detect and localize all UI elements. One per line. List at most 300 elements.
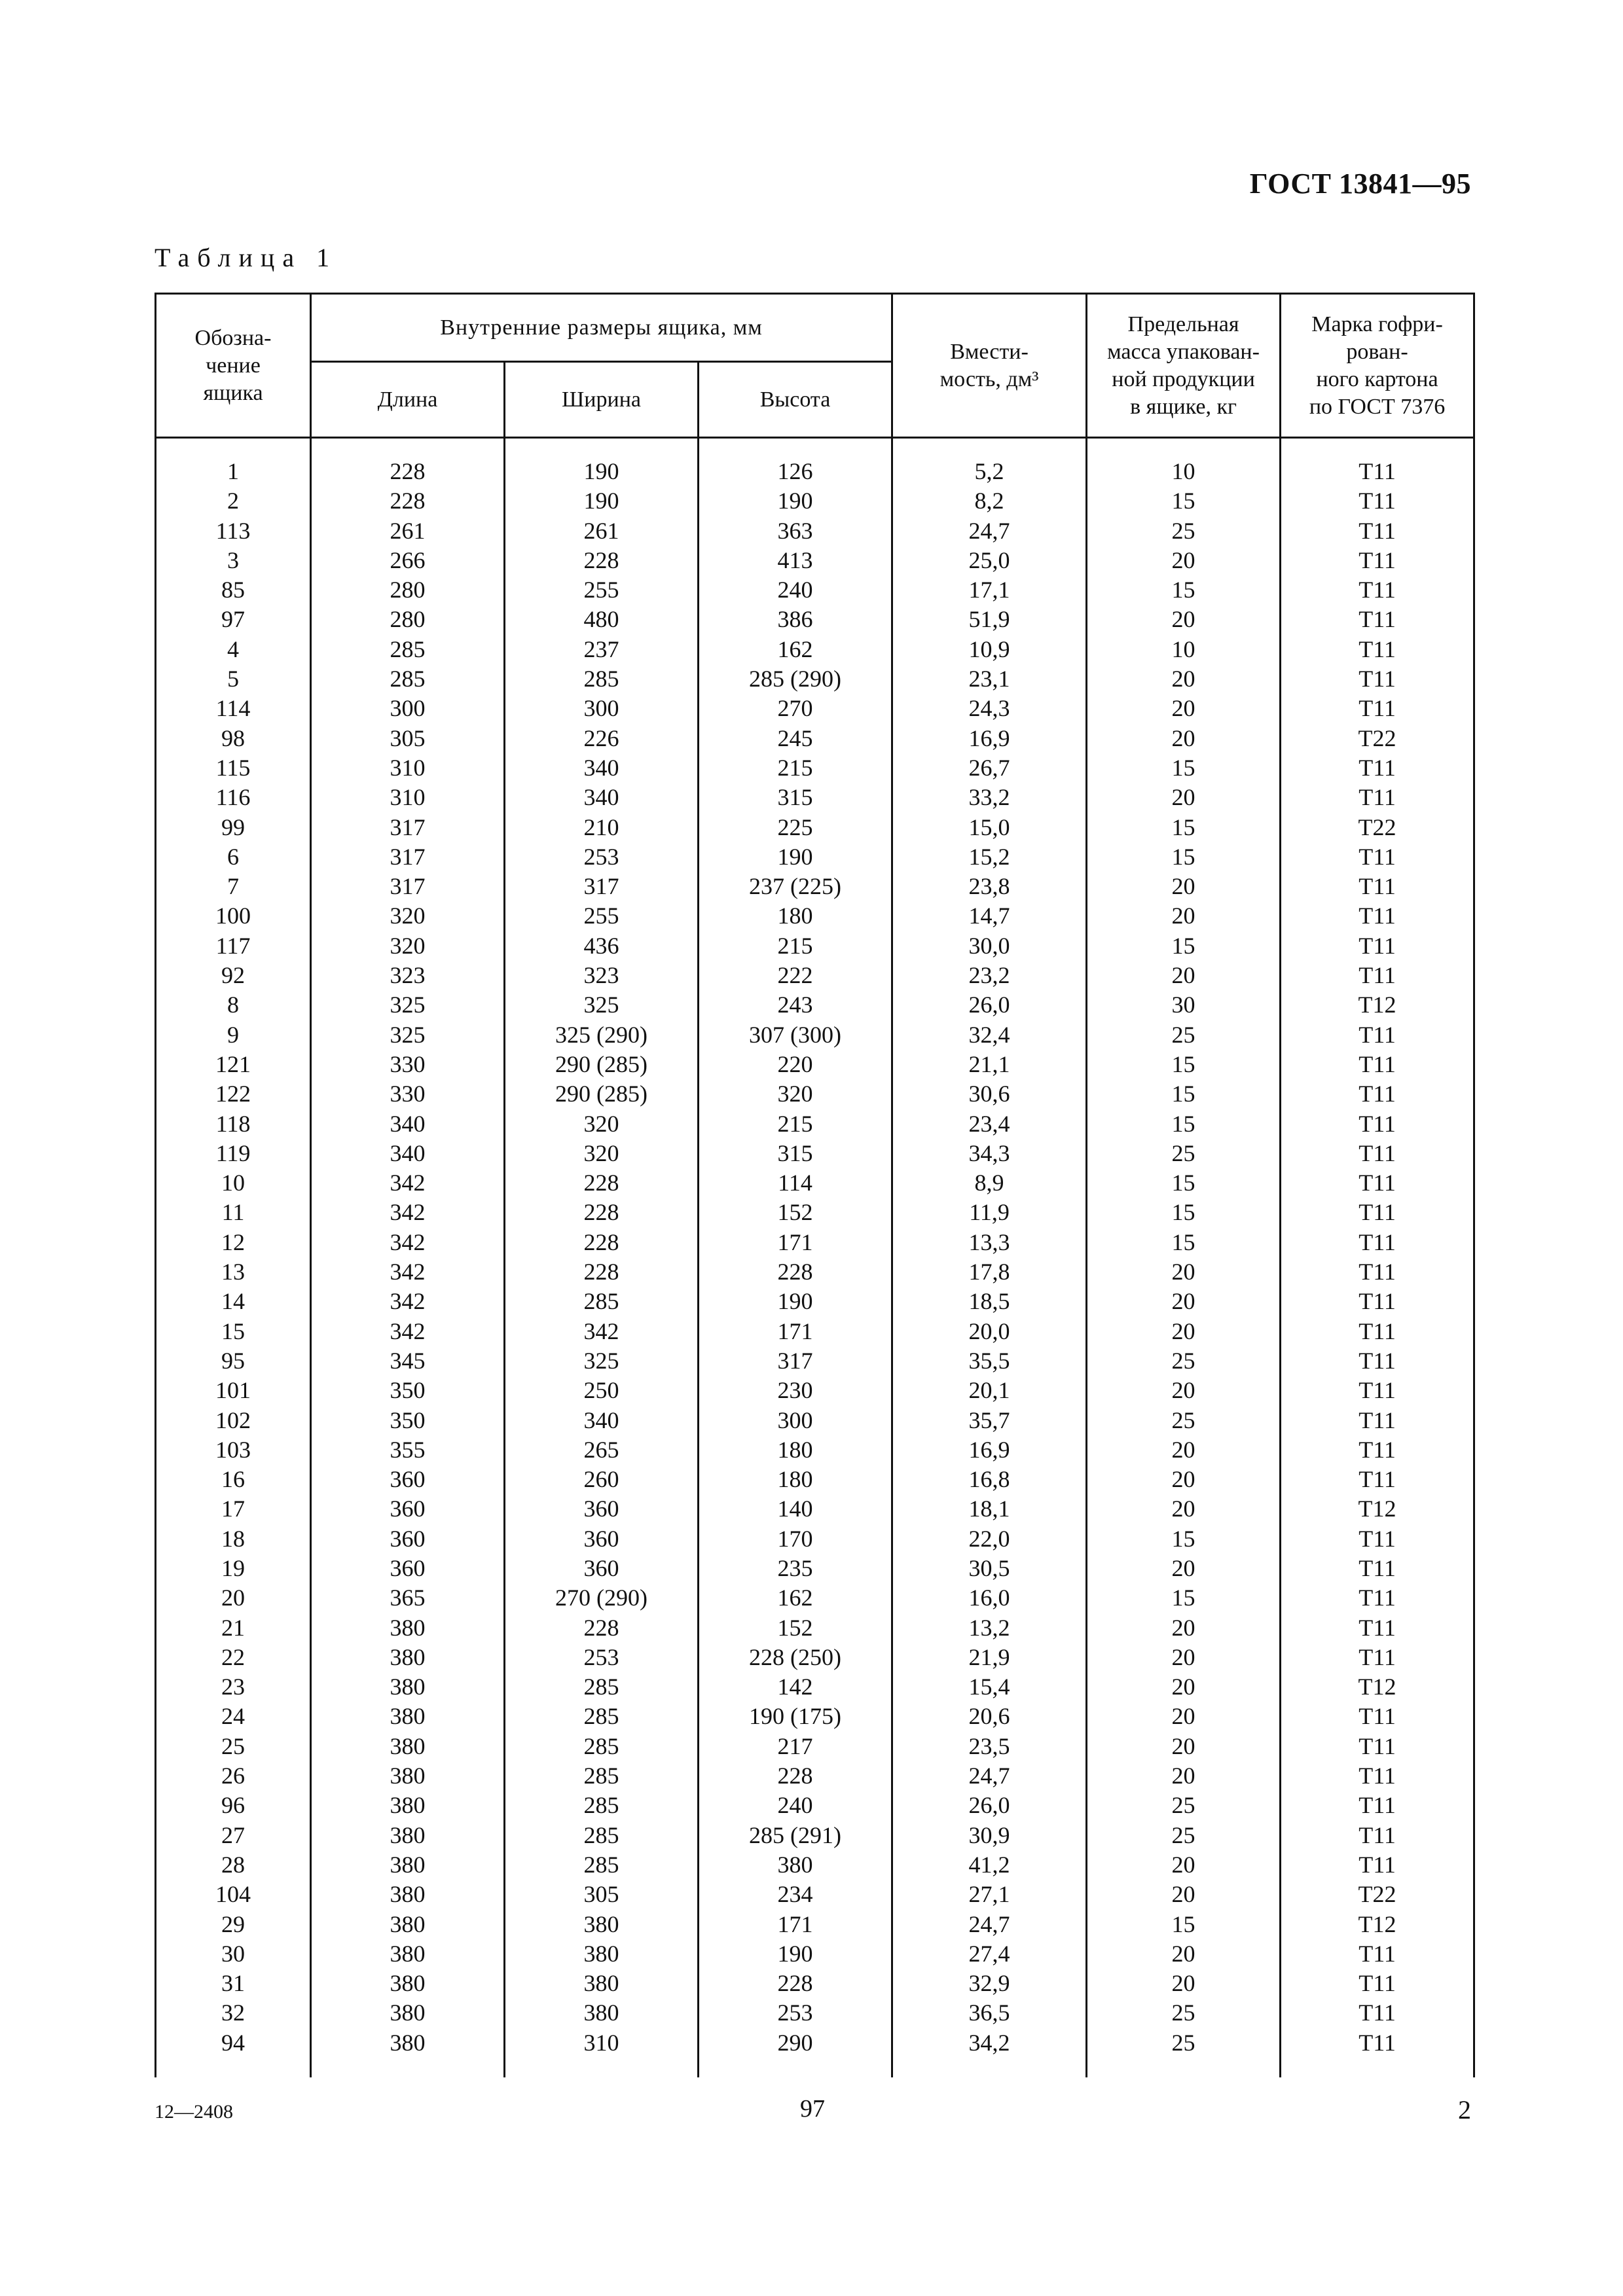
cell-height: 228 (250) (699, 1643, 892, 1672)
table-row (156, 1139, 1474, 1168)
table-row (156, 901, 1474, 931)
cell-mass: 10 (1087, 457, 1281, 486)
cell-length: 342 (311, 1198, 505, 1227)
end-cell (505, 2058, 699, 2077)
cell-grade: Т11 (1281, 1406, 1474, 1435)
cell-length: 380 (311, 1643, 505, 1672)
cell-height: 190 (699, 842, 892, 872)
table-row (156, 1020, 1474, 1050)
table-row (156, 724, 1474, 753)
cell-width: 285 (505, 1850, 699, 1880)
cell-capacity: 16,9 (892, 724, 1087, 753)
cell-designation: 29 (156, 1910, 311, 1939)
table-row (156, 516, 1474, 546)
cell-height: 270 (699, 694, 892, 723)
cell-mass: 20 (1087, 694, 1281, 723)
cell-designation: 26 (156, 1761, 311, 1791)
cell-designation: 1 (156, 457, 311, 486)
cell-capacity: 13,2 (892, 1613, 1087, 1643)
cell-height: 230 (699, 1376, 892, 1405)
cell-width: 228 (505, 1257, 699, 1287)
cell-grade: Т11 (1281, 1257, 1474, 1287)
cell-length: 280 (311, 575, 505, 605)
spacer-cell (892, 438, 1087, 457)
table-row (156, 1198, 1474, 1227)
cell-designation: 22 (156, 1643, 311, 1672)
cell-grade: Т11 (1281, 1050, 1474, 1079)
spacer-cell (699, 438, 892, 457)
cell-designation: 25 (156, 1732, 311, 1761)
cell-capacity: 30,0 (892, 931, 1087, 961)
table-row (156, 1969, 1474, 1998)
cell-height: 285 (291) (699, 1821, 892, 1850)
cell-width: 190 (505, 486, 699, 516)
table-row (156, 1998, 1474, 2028)
cell-mass: 15 (1087, 1583, 1281, 1613)
end-cell (156, 2058, 311, 2077)
cell-capacity: 18,1 (892, 1494, 1087, 1524)
table-row (156, 1880, 1474, 1909)
cell-grade: Т11 (1281, 901, 1474, 931)
cell-capacity: 25,0 (892, 546, 1087, 575)
cell-length: 325 (311, 990, 505, 1020)
table-row (156, 1050, 1474, 1079)
cell-grade: Т11 (1281, 1139, 1474, 1168)
cell-mass: 20 (1087, 961, 1281, 990)
cell-designation: 21 (156, 1613, 311, 1643)
cell-grade: Т12 (1281, 1494, 1474, 1524)
cell-height: 126 (699, 457, 892, 486)
cell-height: 240 (699, 575, 892, 605)
cell-designation: 122 (156, 1079, 311, 1109)
cell-grade: Т11 (1281, 1287, 1474, 1316)
end-cell (892, 2058, 1087, 2077)
cell-width: 290 (285) (505, 1079, 699, 1109)
cell-length: 228 (311, 457, 505, 486)
cell-grade: Т11 (1281, 872, 1474, 901)
cell-height: 217 (699, 1732, 892, 1761)
cell-mass: 20 (1087, 1643, 1281, 1672)
cell-designation: 2 (156, 486, 311, 516)
cell-width: 325 (505, 990, 699, 1020)
cell-designation: 5 (156, 664, 311, 694)
cell-grade: Т11 (1281, 753, 1474, 783)
cell-designation: 12 (156, 1228, 311, 1257)
cell-mass: 25 (1087, 1791, 1281, 1820)
cell-capacity: 26,7 (892, 753, 1087, 783)
cell-length: 342 (311, 1168, 505, 1198)
cell-height: 228 (699, 1761, 892, 1791)
cell-grade: Т11 (1281, 783, 1474, 812)
cell-mass: 25 (1087, 516, 1281, 546)
cell-height: 142 (699, 1672, 892, 1702)
cell-designation: 96 (156, 1791, 311, 1820)
cell-length: 345 (311, 1346, 505, 1376)
cell-width: 210 (505, 813, 699, 842)
cell-grade: Т11 (1281, 1317, 1474, 1346)
cell-length: 365 (311, 1583, 505, 1613)
table-row (156, 1554, 1474, 1583)
cell-mass: 25 (1087, 1998, 1281, 2028)
cell-length: 340 (311, 1139, 505, 1168)
cell-capacity: 14,7 (892, 901, 1087, 931)
spacer-cell (156, 438, 311, 457)
table-row (156, 1168, 1474, 1198)
table-row (156, 842, 1474, 872)
cell-grade: Т11 (1281, 842, 1474, 872)
cell-height: 215 (699, 753, 892, 783)
cell-length: 280 (311, 605, 505, 634)
cell-mass: 20 (1087, 1554, 1281, 1583)
cell-length: 323 (311, 961, 505, 990)
cell-capacity: 23,2 (892, 961, 1087, 990)
end-cell (1281, 2058, 1474, 2077)
cell-height: 225 (699, 813, 892, 842)
table-row (156, 635, 1474, 664)
cell-length: 317 (311, 842, 505, 872)
cell-mass: 20 (1087, 783, 1281, 812)
cell-length: 380 (311, 1850, 505, 1880)
cell-height: 235 (699, 1554, 892, 1583)
cell-capacity: 17,1 (892, 575, 1087, 605)
cell-grade: Т22 (1281, 813, 1474, 842)
table-row (156, 1761, 1474, 1791)
cell-grade: Т11 (1281, 516, 1474, 546)
cell-mass: 20 (1087, 1969, 1281, 1998)
cell-capacity: 36,5 (892, 1998, 1087, 2028)
cell-capacity: 22,0 (892, 1524, 1087, 1554)
cell-height: 317 (699, 1346, 892, 1376)
cell-height: 413 (699, 546, 892, 575)
cell-capacity: 23,1 (892, 664, 1087, 694)
table-spacer-row (156, 438, 1474, 457)
cell-width: 255 (505, 901, 699, 931)
cell-height: 363 (699, 516, 892, 546)
cell-height: 228 (699, 1969, 892, 1998)
cell-capacity: 8,2 (892, 486, 1087, 516)
cell-capacity: 27,1 (892, 1880, 1087, 1909)
cell-height: 170 (699, 1524, 892, 1554)
cell-grade: Т11 (1281, 664, 1474, 694)
cell-length: 305 (311, 724, 505, 753)
cell-grade: Т11 (1281, 1939, 1474, 1969)
table-row (156, 546, 1474, 575)
cell-width: 228 (505, 546, 699, 575)
cell-capacity: 18,5 (892, 1287, 1087, 1316)
cell-length: 261 (311, 516, 505, 546)
cell-designation: 10 (156, 1168, 311, 1198)
cell-designation: 92 (156, 961, 311, 990)
table-row (156, 1287, 1474, 1316)
cell-mass: 20 (1087, 1672, 1281, 1702)
cell-mass: 30 (1087, 990, 1281, 1020)
table-container (155, 293, 1473, 2066)
table-row (156, 1850, 1474, 1880)
cell-grade: Т11 (1281, 1109, 1474, 1139)
table-row (156, 1672, 1474, 1702)
end-cell (699, 2058, 892, 2077)
cell-designation: 14 (156, 1287, 311, 1316)
table-row (156, 575, 1474, 605)
cell-mass: 25 (1087, 1406, 1281, 1435)
cell-grade: Т11 (1281, 1376, 1474, 1405)
table-row (156, 1079, 1474, 1109)
cell-width: 480 (505, 605, 699, 634)
cell-grade: Т11 (1281, 1702, 1474, 1731)
footer-page-number: 97 (800, 2095, 825, 2123)
cell-mass: 20 (1087, 1435, 1281, 1465)
cell-height: 140 (699, 1494, 892, 1524)
cell-mass: 15 (1087, 1910, 1281, 1939)
cell-width: 285 (505, 1761, 699, 1791)
spacer-cell (1087, 438, 1281, 457)
cell-width: 340 (505, 753, 699, 783)
table-row (156, 1109, 1474, 1139)
cell-grade: Т11 (1281, 1791, 1474, 1820)
cell-capacity: 16,0 (892, 1583, 1087, 1613)
cell-designation: 102 (156, 1406, 311, 1435)
cell-height: 215 (699, 931, 892, 961)
cell-mass: 20 (1087, 1376, 1281, 1405)
cell-width: 342 (505, 1317, 699, 1346)
cell-height: 180 (699, 901, 892, 931)
cell-height: 300 (699, 1406, 892, 1435)
cell-length: 285 (311, 635, 505, 664)
table-header (156, 294, 1474, 438)
table-row (156, 1317, 1474, 1346)
cell-length: 380 (311, 1880, 505, 1909)
cell-capacity: 32,9 (892, 1969, 1087, 1998)
cell-designation: 100 (156, 901, 311, 931)
cell-capacity: 26,0 (892, 990, 1087, 1020)
cell-capacity: 10,9 (892, 635, 1087, 664)
cell-designation: 6 (156, 842, 311, 872)
cell-length: 360 (311, 1465, 505, 1494)
cell-designation: 31 (156, 1969, 311, 1998)
cell-capacity: 30,5 (892, 1554, 1087, 1583)
cell-length: 380 (311, 1821, 505, 1850)
footer-code: 12—2408 (155, 2101, 233, 2123)
cell-length: 330 (311, 1079, 505, 1109)
cell-height: 380 (699, 1850, 892, 1880)
cell-length: 340 (311, 1109, 505, 1139)
cell-grade: Т11 (1281, 1998, 1474, 2028)
cell-capacity: 21,1 (892, 1050, 1087, 1079)
table-row (156, 753, 1474, 783)
spacer-cell (505, 438, 699, 457)
cell-grade: Т11 (1281, 1228, 1474, 1257)
cell-width: 360 (505, 1554, 699, 1583)
table-row (156, 1791, 1474, 1820)
cell-mass: 20 (1087, 1732, 1281, 1761)
cell-height: 190 (699, 486, 892, 516)
cell-designation: 11 (156, 1198, 311, 1227)
cell-width: 310 (505, 2028, 699, 2058)
cell-length: 310 (311, 783, 505, 812)
cell-width: 380 (505, 1998, 699, 2028)
cell-grade: Т12 (1281, 990, 1474, 1020)
cell-grade: Т11 (1281, 961, 1474, 990)
cell-length: 380 (311, 1672, 505, 1702)
cell-width: 436 (505, 931, 699, 961)
cell-designation: 121 (156, 1050, 311, 1079)
cell-height: 190 (175) (699, 1702, 892, 1731)
cell-designation: 115 (156, 753, 311, 783)
table-row (156, 1583, 1474, 1613)
header-length: Длина (311, 362, 505, 438)
document-id: ГОСТ 13841—95 (1249, 168, 1471, 200)
cell-mass: 20 (1087, 1494, 1281, 1524)
cell-mass: 15 (1087, 1228, 1281, 1257)
cell-designation: 24 (156, 1702, 311, 1731)
table-row (156, 1732, 1474, 1761)
cell-mass: 20 (1087, 1939, 1281, 1969)
cell-height: 290 (699, 2028, 892, 2058)
cell-width: 285 (505, 1287, 699, 1316)
cell-mass: 20 (1087, 605, 1281, 634)
table-row (156, 813, 1474, 842)
cell-width: 325 (505, 1346, 699, 1376)
cell-width: 285 (505, 1732, 699, 1761)
cell-width: 325 (290) (505, 1020, 699, 1050)
cell-length: 330 (311, 1050, 505, 1079)
cell-length: 360 (311, 1524, 505, 1554)
cell-mass: 15 (1087, 486, 1281, 516)
table-row (156, 1435, 1474, 1465)
cell-mass: 20 (1087, 1257, 1281, 1287)
table-row (156, 931, 1474, 961)
cell-height: 228 (699, 1257, 892, 1287)
cell-designation: 98 (156, 724, 311, 753)
cell-mass: 20 (1087, 1287, 1281, 1316)
cell-width: 285 (505, 1791, 699, 1820)
cell-mass: 20 (1087, 1761, 1281, 1791)
cell-grade: Т11 (1281, 1079, 1474, 1109)
cell-width: 255 (505, 575, 699, 605)
cell-width: 317 (505, 872, 699, 901)
cell-designation: 15 (156, 1317, 311, 1346)
cell-capacity: 30,6 (892, 1079, 1087, 1109)
cell-height: 220 (699, 1050, 892, 1079)
cell-width: 305 (505, 1880, 699, 1909)
cell-designation: 3 (156, 546, 311, 575)
cell-designation: 104 (156, 1880, 311, 1909)
cell-designation: 23 (156, 1672, 311, 1702)
cell-mass: 20 (1087, 1702, 1281, 1731)
cell-mass: 15 (1087, 1168, 1281, 1198)
table-row (156, 605, 1474, 634)
cell-designation: 118 (156, 1109, 311, 1139)
cell-grade: Т11 (1281, 2028, 1474, 2058)
table-row (156, 1821, 1474, 1850)
cell-width: 270 (290) (505, 1583, 699, 1613)
cell-mass: 15 (1087, 1109, 1281, 1139)
cell-length: 380 (311, 1969, 505, 1998)
table-body (156, 438, 1474, 2078)
table-row (156, 872, 1474, 901)
cell-width: 285 (505, 1672, 699, 1702)
cell-capacity: 41,2 (892, 1850, 1087, 1880)
cell-mass: 20 (1087, 1850, 1281, 1880)
footer-sheet-number: 2 (1458, 2095, 1471, 2125)
end-cell (1087, 2058, 1281, 2077)
cell-width: 253 (505, 842, 699, 872)
cell-designation: 85 (156, 575, 311, 605)
cell-mass: 15 (1087, 1198, 1281, 1227)
cell-grade: Т11 (1281, 1850, 1474, 1880)
cell-capacity: 17,8 (892, 1257, 1087, 1287)
cell-capacity: 23,8 (892, 872, 1087, 901)
cell-grade: Т12 (1281, 1910, 1474, 1939)
cell-designation: 94 (156, 2028, 311, 2058)
cell-capacity: 34,2 (892, 2028, 1087, 2058)
cell-designation: 30 (156, 1939, 311, 1969)
cell-capacity: 23,4 (892, 1109, 1087, 1139)
cell-height: 162 (699, 1583, 892, 1613)
table-row (156, 1643, 1474, 1672)
cell-designation: 7 (156, 872, 311, 901)
header-inner-dimensions: Внутренние размеры ящика, мм (311, 294, 892, 362)
cell-designation: 32 (156, 1998, 311, 2028)
cell-length: 380 (311, 1732, 505, 1761)
cell-height: 171 (699, 1910, 892, 1939)
cell-grade: Т22 (1281, 1880, 1474, 1909)
cell-grade: Т11 (1281, 1020, 1474, 1050)
header-mass: Предельная масса упакован- ной продукции в ящике, кг (1087, 294, 1281, 438)
cell-width: 250 (505, 1376, 699, 1405)
cell-mass: 15 (1087, 1524, 1281, 1554)
cell-height: 152 (699, 1198, 892, 1227)
cell-width: 228 (505, 1613, 699, 1643)
cell-capacity: 35,5 (892, 1346, 1087, 1376)
cell-width: 228 (505, 1168, 699, 1198)
cell-mass: 15 (1087, 753, 1281, 783)
cell-designation: 18 (156, 1524, 311, 1554)
cell-width: 253 (505, 1643, 699, 1672)
cell-length: 310 (311, 753, 505, 783)
cell-designation: 114 (156, 694, 311, 723)
box-sizes-table (155, 293, 1475, 2077)
table-row (156, 961, 1474, 990)
cell-mass: 20 (1087, 1465, 1281, 1494)
cell-capacity: 30,9 (892, 1821, 1087, 1850)
table-row (156, 1228, 1474, 1257)
cell-mass: 25 (1087, 1346, 1281, 1376)
cell-capacity: 33,2 (892, 783, 1087, 812)
table-row (156, 1406, 1474, 1435)
cell-capacity: 35,7 (892, 1406, 1087, 1435)
cell-grade: Т11 (1281, 1524, 1474, 1554)
cell-mass: 20 (1087, 1613, 1281, 1643)
cell-length: 355 (311, 1435, 505, 1465)
cell-height: 307 (300) (699, 1020, 892, 1050)
cell-designation: 28 (156, 1850, 311, 1880)
cell-width: 285 (505, 664, 699, 694)
cell-height: 190 (699, 1939, 892, 1969)
cell-length: 360 (311, 1554, 505, 1583)
cell-designation: 97 (156, 605, 311, 634)
cell-designation: 117 (156, 931, 311, 961)
cell-designation: 19 (156, 1554, 311, 1583)
table-row (156, 1494, 1474, 1524)
cell-length: 342 (311, 1228, 505, 1257)
cell-grade: Т11 (1281, 1643, 1474, 1672)
cell-grade: Т11 (1281, 1554, 1474, 1583)
cell-width: 261 (505, 516, 699, 546)
header-height: Высота (699, 362, 892, 438)
cell-designation: 99 (156, 813, 311, 842)
cell-designation: 16 (156, 1465, 311, 1494)
